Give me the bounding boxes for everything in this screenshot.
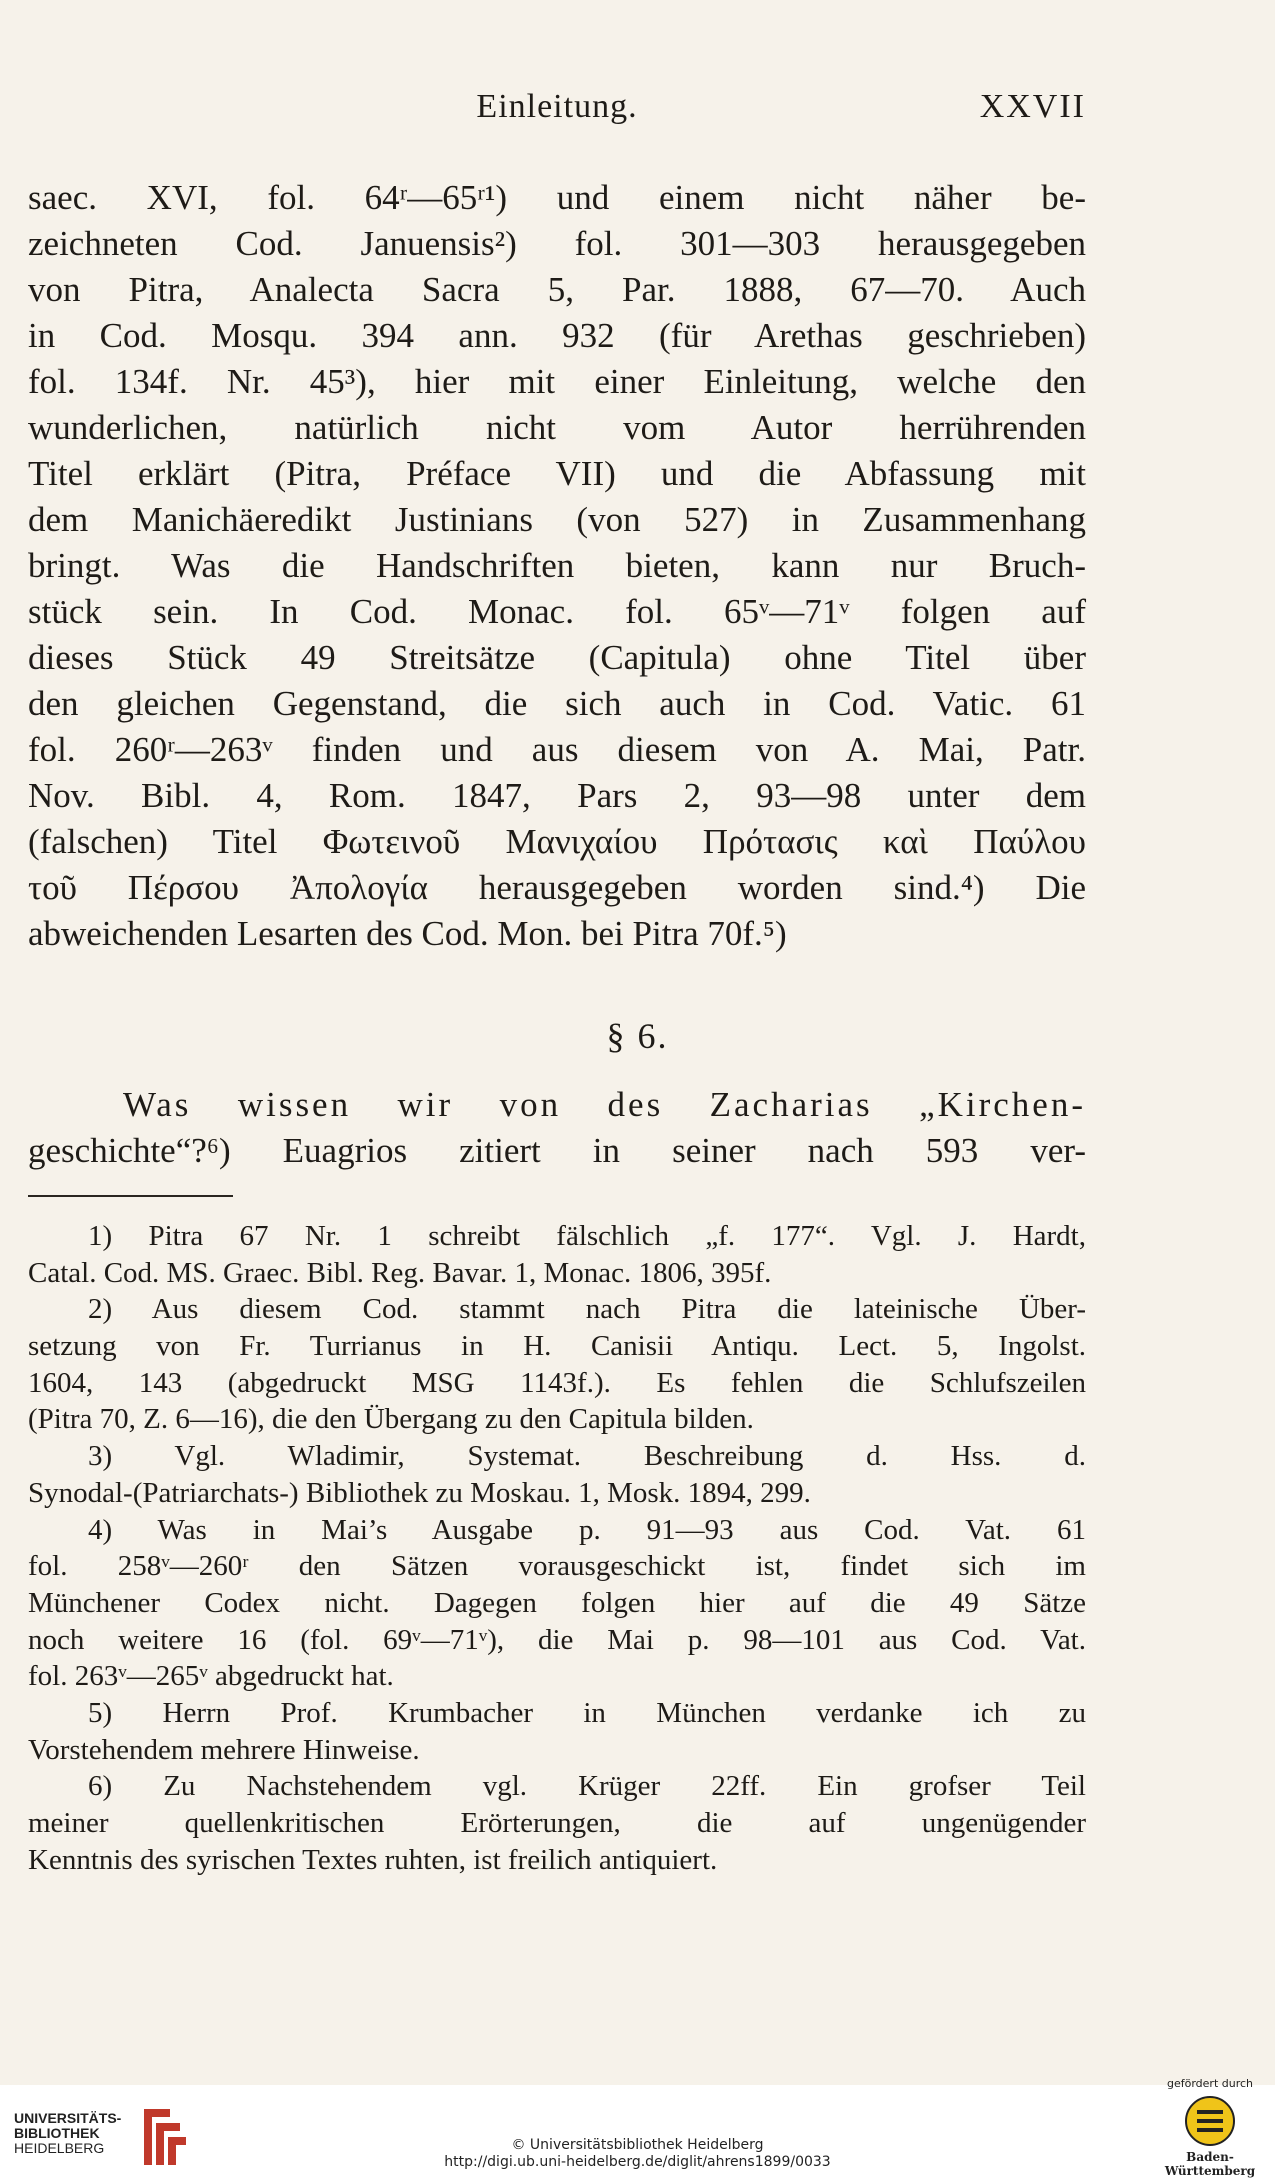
footnotes — [28, 1218, 1086, 1878]
text-line: in Cod. Mosqu. 394 ann. 932 (für Arethas geschrieben) — [28, 316, 1086, 355]
footnote-2 — [28, 1291, 1086, 1438]
footnote-line: fol. 263ᵛ—265ᵛ abgedruckt hat. — [28, 1660, 394, 1693]
digitization-footer — [0, 2077, 1275, 2180]
footnote-line: 4) Was in Mai’s Ausgabe p. 91—93 aus Cod. Vat. 61 — [88, 1513, 1086, 1546]
text-line: dieses Stück 49 Streitsätze (Capitula) ohne Titel über — [28, 638, 1086, 677]
footnote-line: setzung von Fr. Turrianus in H. Canisii Antiqu. Lect. 5, Ingolst. — [28, 1330, 1086, 1363]
footnote-4 — [28, 1512, 1086, 1695]
footnote-6 — [28, 1768, 1086, 1878]
footnote-line: Vorstehendem mehrere Hinweise. — [28, 1733, 420, 1766]
library-name-line: UNIVERSITÄTS- — [14, 2110, 122, 2126]
library-name-line: BIBLIOTHEK — [14, 2125, 100, 2141]
text-line: stück sein. In Cod. Monac. fol. 65ᵛ—71ᵛ folgen auf — [28, 592, 1086, 631]
text-line: von Pitra, Analecta Sacra 5, Par. 1888, 67—70. Auch — [28, 270, 1086, 309]
permalink[interactable]: http://digi.ub.uni-heidelberg.de/diglit/ahrens1899/0033 — [444, 2154, 831, 2170]
text-line: abweichenden Lesarten des Cod. Mon. bei Pitra 70f.⁵) — [28, 914, 787, 953]
text-line: den gleichen Gegenstand, die sich auch in Cod. Vatic. 61 — [28, 684, 1086, 723]
footnote-line: 6) Zu Nachstehendem vgl. Krüger 22ff. Ein grofser Teil — [88, 1770, 1086, 1803]
text-line: Titel erklärt (Pitra, Préface VII) und die Abfassung mit — [28, 454, 1086, 493]
section-paragraph — [28, 1082, 1086, 1174]
footnote-1 — [28, 1218, 1086, 1291]
running-title: Einleitung. — [476, 88, 638, 125]
text-line: dem Manichäeredikt Justinians (von 527) in Zusammenhang — [28, 500, 1086, 539]
text-line: bringt. Was die Handschriften bieten, kann nur Bruch- — [28, 546, 1086, 585]
text-line: fol. 134f. Nr. 45³), hier mit einer Einleitung, welche den — [28, 362, 1086, 401]
sponsor-label: gefördert durch — [1166, 2077, 1254, 2090]
text-line: fol. 260ʳ—263ᵛ finden und aus diesem von A. Mai, Patr. — [28, 730, 1086, 769]
footnote-line: Synodal-(Patriarchats-) Bibliothek zu Moskau. 1, Mosk. 1894, 299. — [28, 1476, 811, 1509]
footnote-line: 1604, 143 (abgedruckt MSG 1143f.). Es fehlen die Schlufszeilen — [28, 1366, 1086, 1399]
paragraph — [28, 175, 1086, 957]
text-line: Was wissen wir von des Zacharias „Kirchen- — [123, 1085, 1086, 1124]
text-line: Nov. Bibl. 4, Rom. 1847, Pars 2, 93—98 unter dem — [28, 776, 1086, 815]
footnote-line: 5) Herrn Prof. Krumbacher in München verdanke ich zu — [88, 1696, 1086, 1729]
footnote-line: meiner quellenkritischen Erörterungen, die auf ungenügender — [28, 1807, 1086, 1839]
copyright-block — [0, 2137, 1275, 2171]
text-line: saec. XVI, fol. 64ʳ—65ʳ¹) und einem nicht näher be- — [28, 178, 1086, 217]
footnote-line: (Pitra 70, Z. 6—16), die den Übergang zu den Capitula bilden. — [28, 1403, 754, 1436]
footnote-line: Catal. Cod. MS. Graec. Bibl. Reg. Bavar. 1, Monac. 1806, 395f. — [28, 1256, 772, 1289]
text-line: τοῦ Πέρσου Ἀπολογία herausgegeben worden sind.⁴) Die — [28, 868, 1086, 907]
section-heading: § 6. — [606, 1016, 669, 1056]
footnote-line: Kenntnis des syrischen Textes ruhten, ist freilich antiquiert. — [28, 1843, 718, 1876]
text-line: wunderlichen, natürlich nicht vom Autor herrührenden — [28, 408, 1086, 447]
sponsor-block — [1155, 2077, 1265, 2178]
sponsor-name: Baden-Württemberg — [1164, 2150, 1256, 2178]
footnote-line: 3) Vgl. Wladimir, Systemat. Beschreibung d. Hss. d. — [88, 1440, 1086, 1473]
state-crest-icon — [1183, 2094, 1237, 2148]
footnote-line: 2) Aus diesem Cod. stammt nach Pitra die lateinische Über- — [88, 1293, 1086, 1326]
copyright-text: © Universitätsbibliothek Heidelberg — [511, 2137, 764, 2153]
text-line: zeichneten Cod. Januensis²) fol. 301—303 herausgegeben — [28, 224, 1086, 263]
footnote-3 — [28, 1438, 1086, 1511]
page-number: XXVII — [979, 88, 1086, 125]
library-name-line: HEIDELBERG — [14, 2140, 105, 2156]
footnote-line: noch weitere 16 (fol. 69ᵛ—71ᵛ), die Mai p. 98—101 aus Cod. Vat. — [28, 1623, 1086, 1656]
footnote-5 — [28, 1695, 1086, 1768]
running-head — [28, 88, 1086, 134]
footnote-line: Münchener Codex nicht. Dagegen folgen hier auf die 49 Sätze — [28, 1586, 1086, 1619]
footnote-line: 1) Pitra 67 Nr. 1 schreibt fälschlich „f. 177“. Vgl. J. Hardt, — [88, 1220, 1086, 1252]
footnote-line: fol. 258ᵛ—260ʳ den Sätzen vorausgeschickt ist, findet sich im — [28, 1550, 1086, 1583]
footnote-rule — [28, 1195, 233, 1197]
text-line: (falschen) Titel Φωτεινοῦ Μανιχαίου Πρότασις καὶ Παύλου — [28, 822, 1086, 861]
text-line: geschichte“?⁶) Euagrios zitiert in seiner nach 593 ver- — [28, 1131, 1086, 1170]
